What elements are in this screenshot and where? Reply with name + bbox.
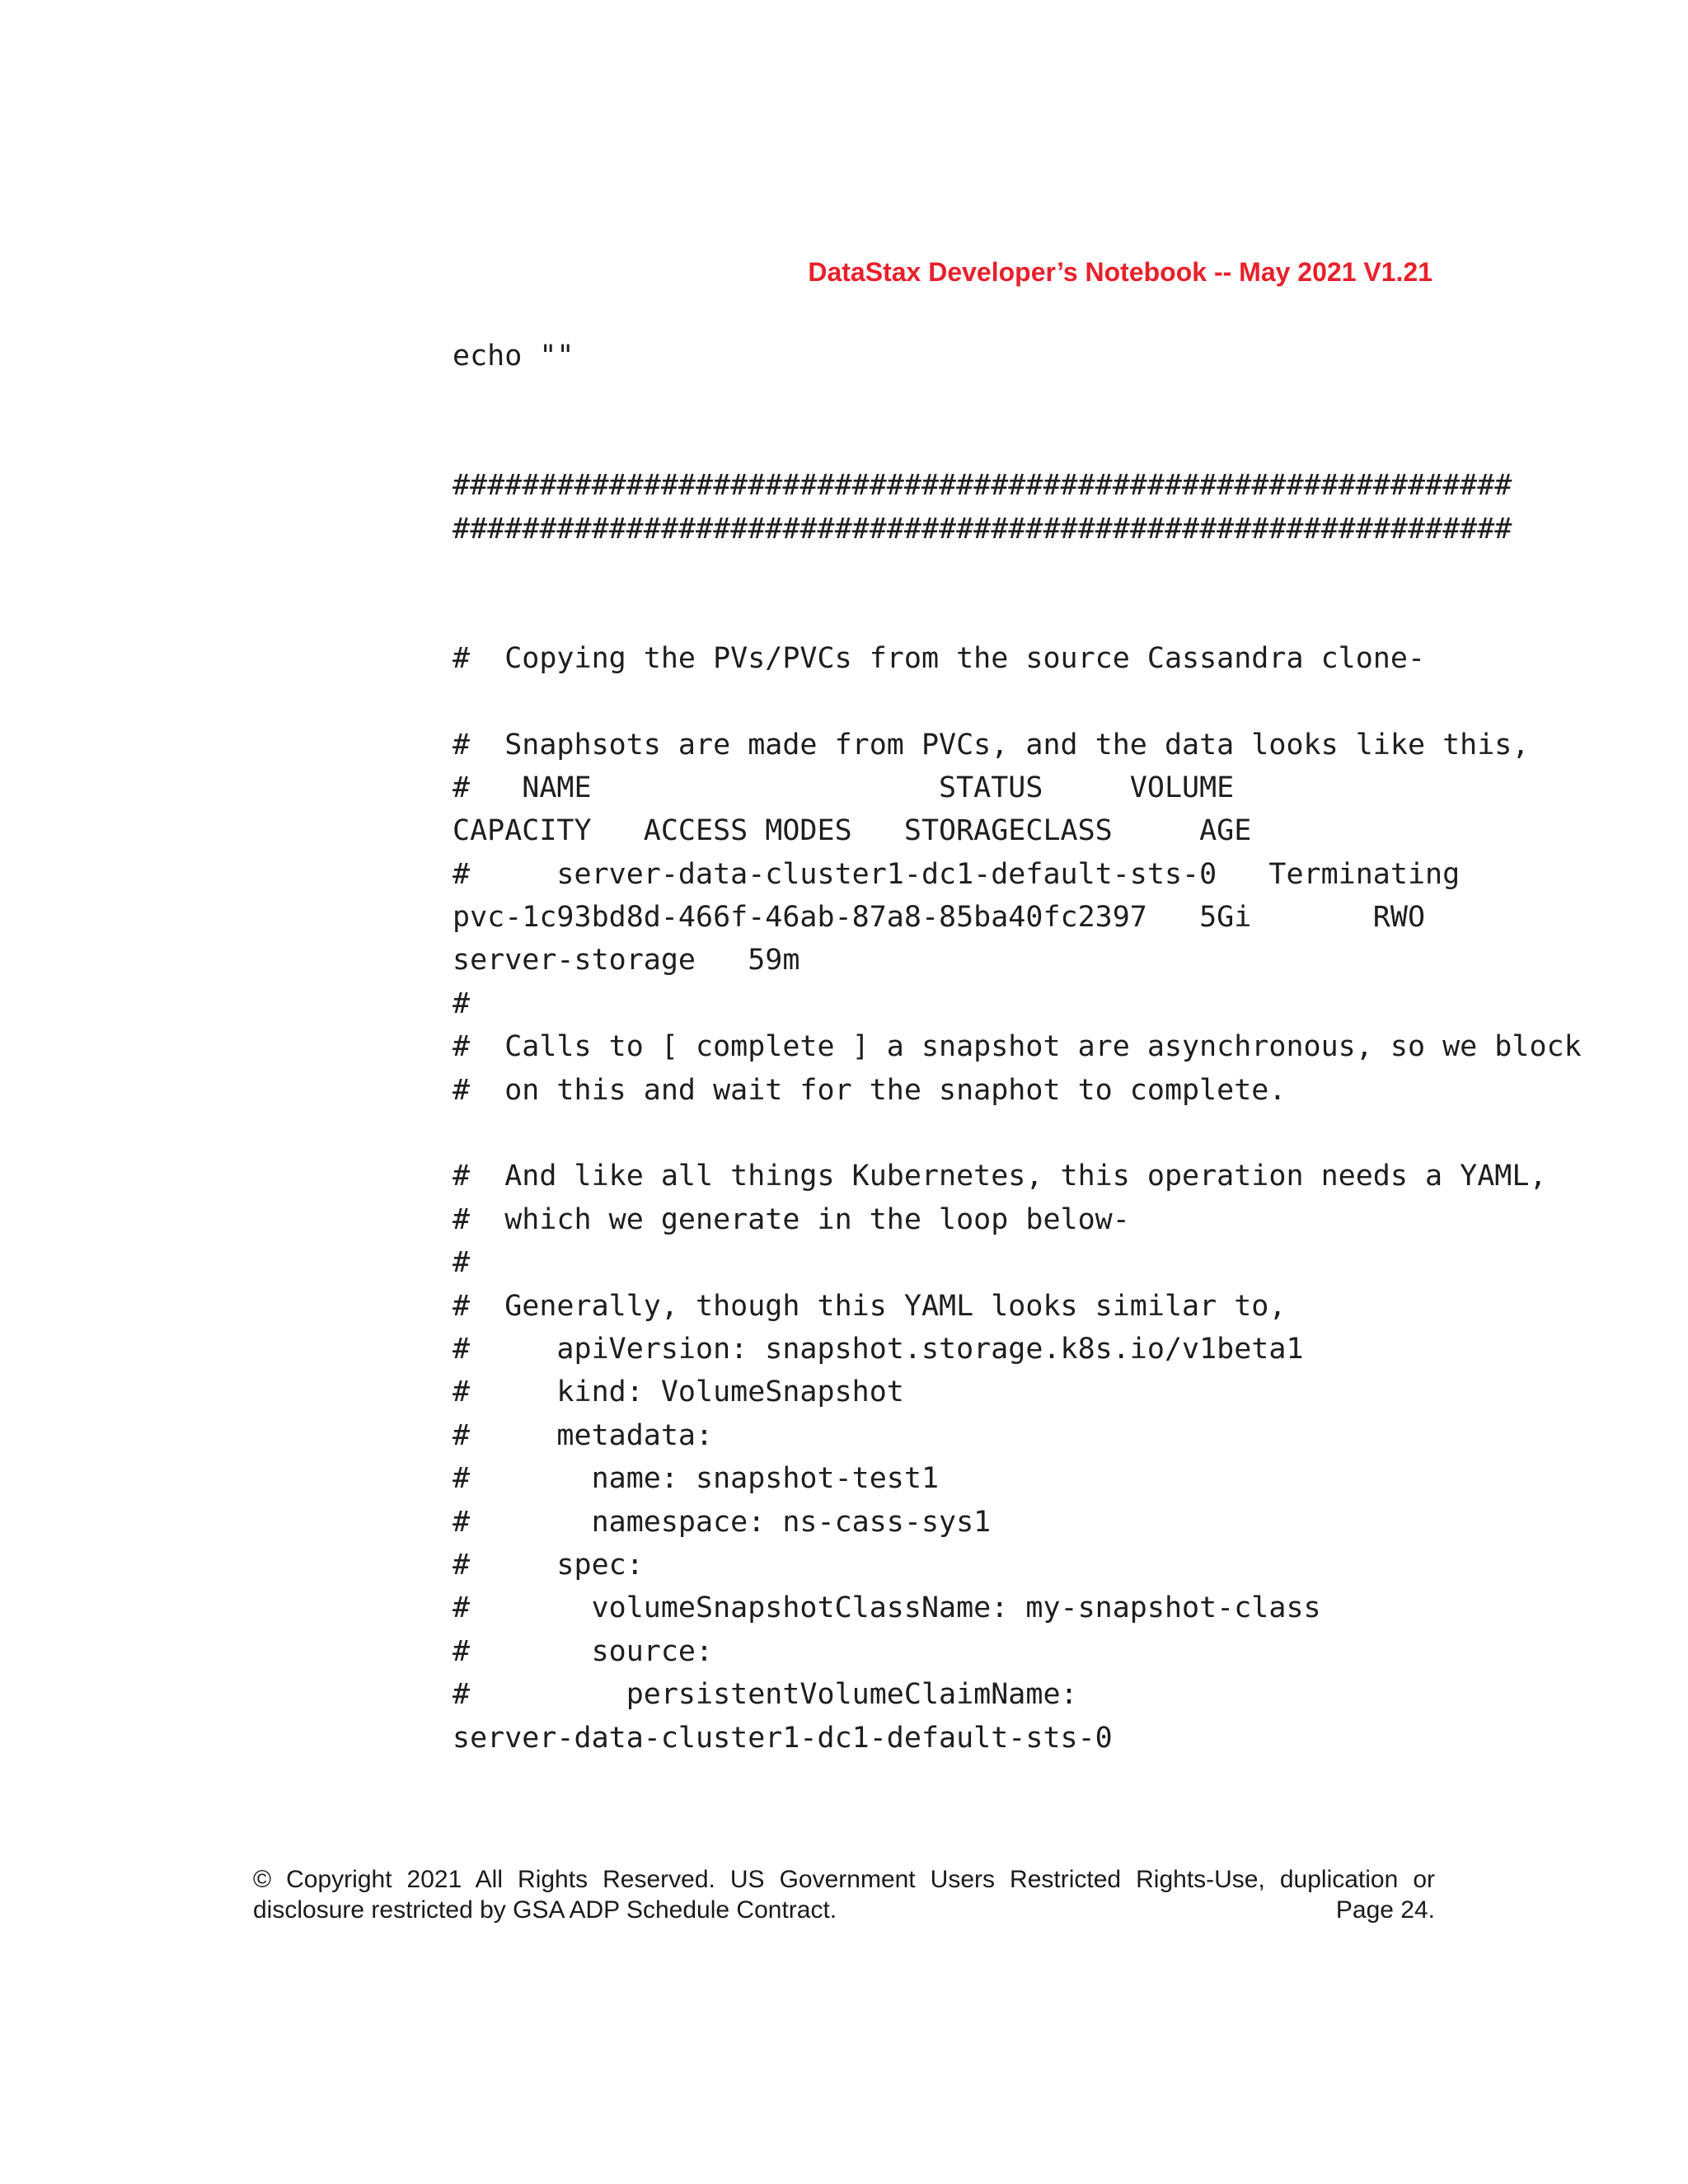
- page-footer: [253, 1864, 1435, 1925]
- code-line: # spec:: [452, 1548, 644, 1582]
- code-line: # Generally, though this YAML looks similar to,: [452, 1289, 1287, 1323]
- code-line: # kind: VolumeSnapshot: [452, 1376, 904, 1409]
- code-line: # metadata:: [452, 1418, 714, 1452]
- code-line: # name: snapshot-test1: [452, 1462, 940, 1496]
- code-line: # persistentVolumeClaimName:: [452, 1678, 1078, 1712]
- code-line: #: [452, 987, 471, 1020]
- code-line: [452, 421, 1582, 464]
- code-line: #############################################################: [452, 469, 1512, 503]
- code-line: pvc-1c93bd8d-466f-46ab-87a8-85ba40fc2397 5Gi RWO: [452, 901, 1426, 935]
- code-line: # apiVersion: snapshot.storage.k8s.io/v1beta1: [452, 1332, 1304, 1366]
- code-line: # Calls to [ complete ] a snapshot are asynchronous, so we block: [452, 1030, 1582, 1064]
- code-line: # volumeSnapshotClassName: my-snapshot-class: [452, 1591, 1321, 1625]
- code-line: # namespace: ns-cass-sys1: [452, 1505, 992, 1539]
- code-line: # NAME STATUS VOLUME: [452, 771, 1235, 804]
- copyright-notice-continued: disclosure restricted by GSA ADP Schedule Contract.: [253, 1896, 837, 1924]
- page-number: Page 24.: [1335, 1896, 1435, 1924]
- code-line: #: [452, 1246, 471, 1280]
- code-line: # Copying the PVs/PVCs from the source Cassandra clone-: [452, 641, 1426, 675]
- code-listing: [452, 335, 1582, 1760]
- code-line: # server-data-cluster1-dc1-default-sts-0 Terminating: [452, 857, 1461, 891]
- code-line: [452, 377, 1582, 420]
- code-line: # Snaphsots are made from PVCs, and the data looks like this,: [452, 728, 1530, 762]
- code-line: server-storage 59m: [452, 944, 800, 977]
- code-line: [452, 1112, 1582, 1155]
- code-line: #############################################################: [452, 512, 1512, 546]
- copyright-notice: © Copyright 2021 All Rights Reserved. US Government Users Restricted Rights-Use, duplication or: [253, 1866, 1435, 1893]
- code-line: # source:: [452, 1634, 714, 1668]
- code-line: # on this and wait for the snaphot to complete.: [452, 1073, 1287, 1107]
- code-line: # And like all things Kubernetes, this operation needs a YAML,: [452, 1160, 1547, 1193]
- code-line: [452, 680, 1582, 723]
- code-line: [452, 551, 1582, 593]
- running-header: DataStax Developer’s Notebook -- May 2021 V1.21: [808, 257, 1432, 287]
- footer-second-line: [253, 1895, 1435, 1925]
- code-line: echo "": [452, 340, 574, 373]
- code-line: server-data-cluster1-dc1-default-sts-0: [452, 1721, 1113, 1755]
- code-line: # which we generate in the loop below-: [452, 1202, 1130, 1236]
- code-line: [452, 593, 1582, 636]
- code-line: CAPACITY ACCESS MODES STORAGECLASS AGE: [452, 814, 1252, 848]
